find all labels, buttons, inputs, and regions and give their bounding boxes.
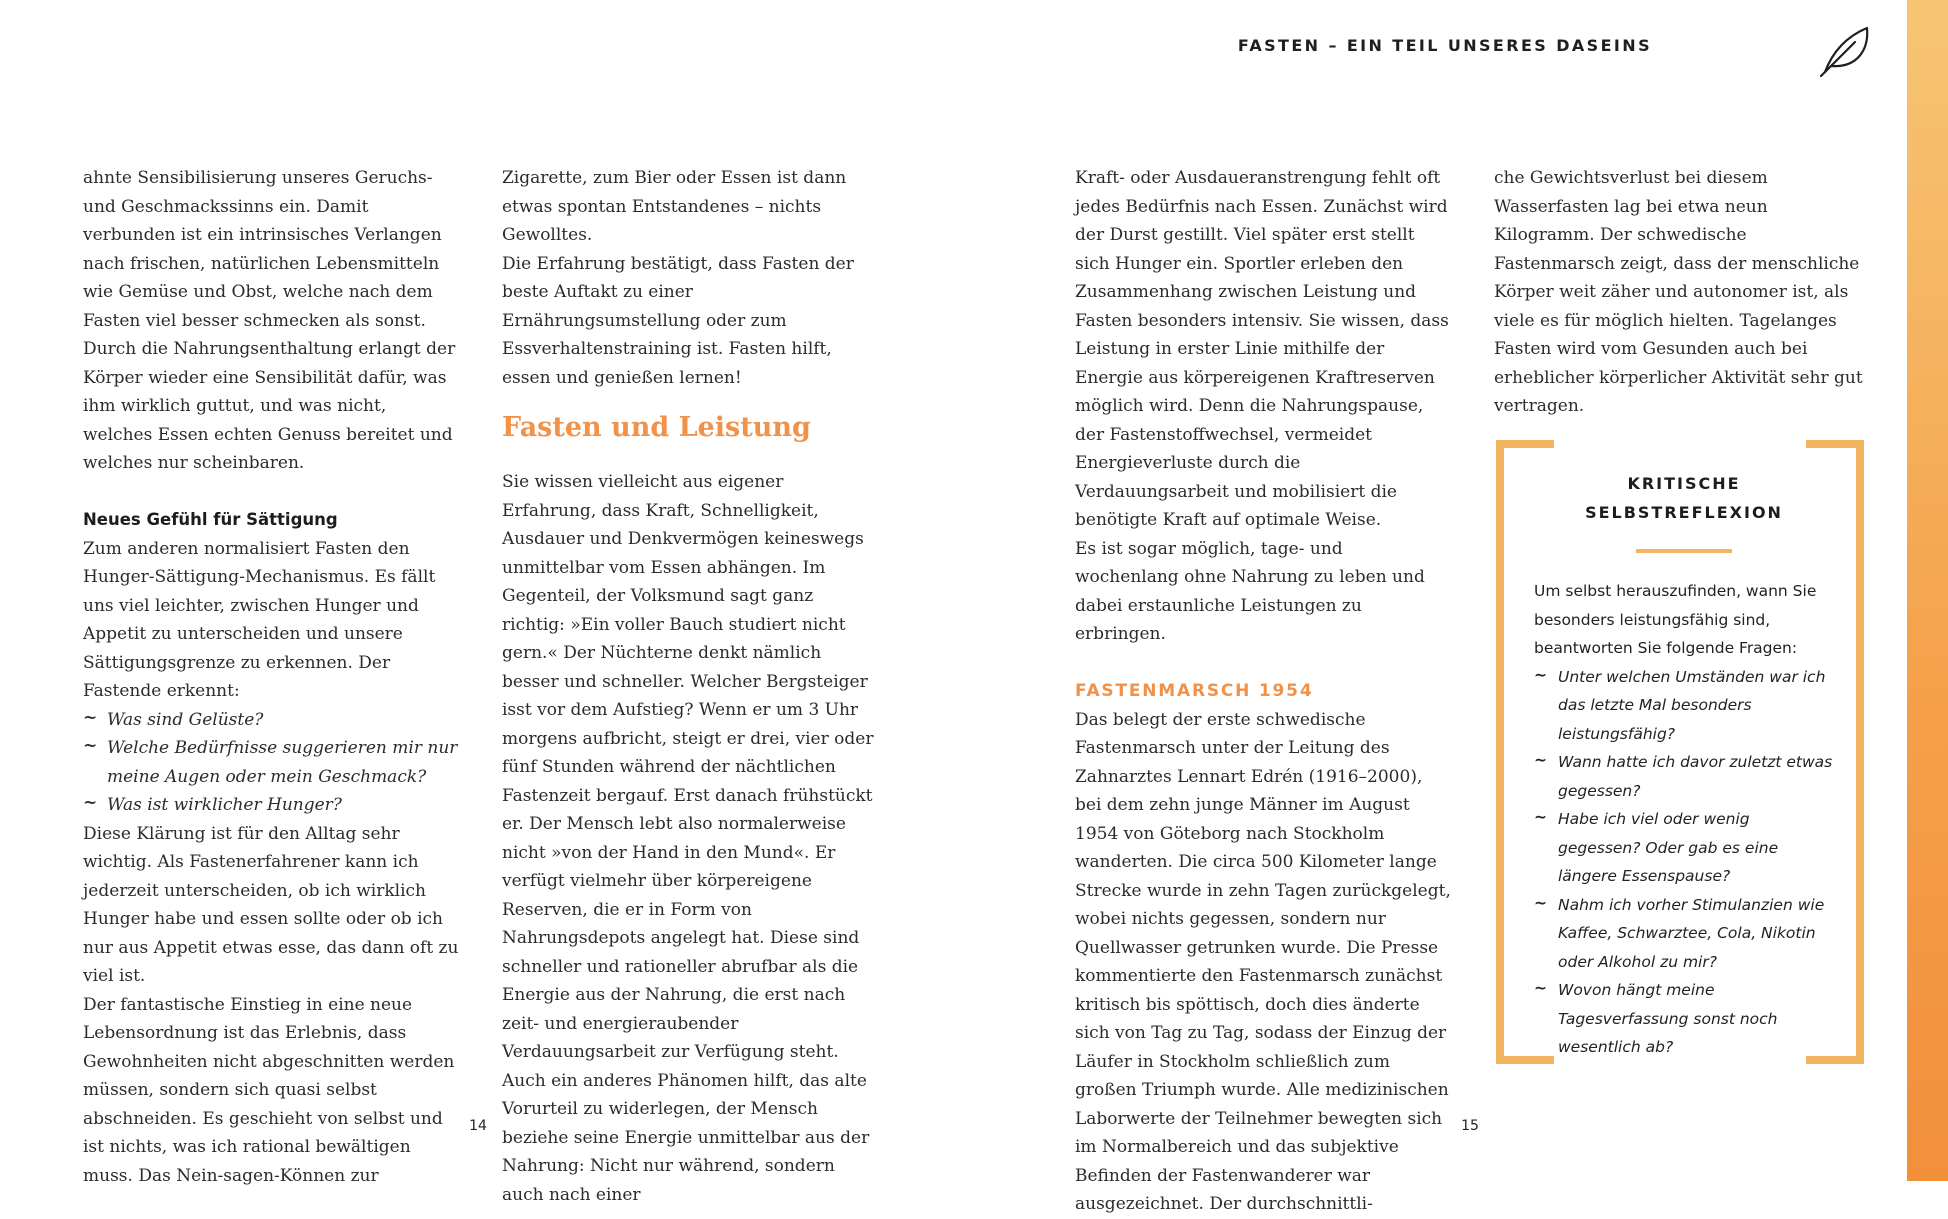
body-paragraph: Zum anderen normalisiert Fasten den Hunger-Sättigung-Mechanismus. Es fällt uns viel leichter, zwischen Hunger und Appetit zu unterscheiden und unsere Sättigungsgrenze zu erkennen. Der Fastende erkennt: xyxy=(83,538,436,701)
list-item-text: Welche Bedürfnisse suggerieren mir nur meine Augen oder mein Geschmack? xyxy=(107,738,458,787)
caps-heading: FASTENMARSCH 1954 xyxy=(1075,681,1314,701)
box-divider xyxy=(1636,549,1732,553)
right-page-column-2 xyxy=(1494,164,1870,421)
running-title: FASTEN – EIN TEIL UNSERES DASEINS xyxy=(1237,36,1652,55)
subheading: Neues Gefühl für Sättigung xyxy=(83,510,338,529)
box-title: KRITISCHE SELBSTREFLEXION xyxy=(1585,474,1783,522)
list-item xyxy=(83,734,459,791)
list-item xyxy=(1534,891,1834,977)
bullet-list xyxy=(83,706,459,820)
list-item xyxy=(1534,748,1834,805)
body-paragraph: Das belegt der erste schwedische Fastenmarsch unter der Leitung des Zahnarztes Lennart Edrén (1916–2000), bei dem zehn junge Männer im August 1954 von Göteborg nach Stockholm wanderten. Die circa 500 Kilometer lange Strecke wurde in zehn Tagen zurückgelegt, wobei nichts gegessen, sondern nur Quellwasser getrunken wurde. Die Presse kommentierte den Fastenmarsch zunächst kritisch bis spöttisch, doch dies änderte sich von Tag zu Tag, sodass der Einzug der Läufer in Stockholm schließlich zum großen Triumph wurde. Alle medizinischen Laborwerte der Teilnehmer bewegten sich im Normalbereich und das subjektive Befinden der Fastenwanderer war ausgezeichnet. Der durchschnittli- xyxy=(1075,709,1451,1214)
side-accent-bar xyxy=(1907,0,1948,1181)
list-item xyxy=(83,706,459,735)
box-intro: Um selbst herauszufinden, wann Sie besonders leistungsfähig sind, beantworten Sie folgende Fragen: xyxy=(1534,582,1817,657)
list-item-text: Was sind Gelüste? xyxy=(107,709,264,730)
list-item-text: Wovon hängt meine Tagesverfassung sonst noch wesentlich ab? xyxy=(1558,981,1778,1056)
tilde-bullet-icon: ~ xyxy=(1534,665,1547,684)
list-item xyxy=(1534,805,1834,891)
tilde-bullet-icon: ~ xyxy=(83,707,98,728)
left-page-column-1 xyxy=(83,164,459,1190)
body-paragraph: ahnte Sensibilisierung unseres Geruchs- und Geschmackssinns ein. Damit verbunden ist ein intrinsisches Verlangen nach frischen, natürlichen Lebensmitteln wie Gemüse und Obst, welche nach dem Fasten viel besser schmecken als sonst. Durch die Nahrungsenthaltung erlangt der Körper wieder eine Sensibilität dafür, was ihm wirklich guttut, und was nicht, welches Essen echten Genuss bereitet und welches nur scheinbaren. xyxy=(83,168,456,473)
body-paragraph: Es ist sogar möglich, tage- und wochenlang ohne Nahrung zu leben und dabei erstaunliche Leistungen zu erbringen. xyxy=(1075,538,1425,644)
tilde-bullet-icon: ~ xyxy=(1534,893,1547,912)
page-number-right: 15 xyxy=(1461,1118,1479,1134)
left-page-column-2 xyxy=(502,164,878,1209)
tilde-bullet-icon: ~ xyxy=(1534,979,1547,997)
tilde-bullet-icon: ~ xyxy=(1534,751,1547,769)
tilde-bullet-icon: ~ xyxy=(83,736,98,756)
question-list xyxy=(1534,663,1834,1062)
page-number-left: 14 xyxy=(469,1118,487,1134)
right-page-column-1 xyxy=(1075,164,1451,1219)
body-paragraph: Sie wissen vielleicht aus eigener Erfahrung, dass Kraft, Schnelligkeit, Ausdauer und Denkvermögen keineswegs unmittelbar vom Essen abhängen. Im Gegenteil, der Volksmund sagt ganz richtig: »Ein voller Bauch studiert nicht gern.« Der Nüchterne denkt nämlich besser und schneller. Welcher Bergsteiger isst vor dem Aufstieg? Wenn er um 3 Uhr morgens aufbricht, steigt er drei, vier oder fünf Stunden während der nächtlichen Fastenzeit bergauf. Erst danach frühstückt er. Der Mensch lebt also normalerweise nicht »von der Hand in den Mund«. Er verfügt vielmehr über körpereigene Reserven, die er in Form von Nahrungsdepots angelegt hat. Diese sind schneller und rationeller abrufbar als die Energie aus der Nahrung, die erst nach zeit- und energieraubender Verdauungsarbeit zur Verfügung steht. xyxy=(502,472,874,1062)
box-content xyxy=(1534,470,1834,1062)
reflection-box xyxy=(1494,440,1866,1064)
body-paragraph: Der fantastische Einstieg in eine neue Lebensordnung ist das Erlebnis, dass Gewohnheiten nicht abgeschnitten werden müssen, sondern sich quasi selbst abschneiden. Es geschieht von selbst und ist nichts, was ich rational bewältigen muss. Das Nein-sagen-Können zur xyxy=(83,994,455,1186)
list-item-text: Nahm ich vorher Stimulanzien wie Kaffee, Schwarztee, Cola, Nikotin oder Alkohol zu mir? xyxy=(1558,895,1825,971)
body-paragraph: Diese Klärung ist für den Alltag sehr wichtig. Als Fastenerfahrener kann ich jederzeit unterscheiden, ob ich wirklich Hunger habe und essen sollte oder ob ich nur aus Appetit etwas esse, das dann oft zu viel ist. xyxy=(83,823,459,986)
tilde-bullet-icon: ~ xyxy=(83,793,98,813)
list-item xyxy=(1534,663,1834,749)
list-item xyxy=(83,791,459,820)
body-paragraph: Kraft- oder Ausdaueranstrengung fehlt oft jedes Bedürfnis nach Essen. Zunächst wird der Durst gestillt. Viel später erst stellt sich Hunger ein. Sportler erleben den Zusammenhang zwischen Leistung und Fasten besonders intensiv. Sie wissen, dass Leistung in erster Linie mithilfe der Energie aus körpereigenen Kraftreserven möglich wird. Denn die Nahrungspause, der Fastenstoffwechsel, vermeidet Energieverluste durch die Verdauungsarbeit und mobilisiert die benötigte Kraft auf optimale Weise. xyxy=(1075,168,1449,530)
section-title: Fasten und Leistung xyxy=(502,412,811,443)
list-item xyxy=(1534,976,1834,1062)
body-paragraph: che Gewichtsverlust bei diesem Wasserfasten lag bei etwa neun Kilogramm. Der schwedische Fastenmarsch zeigt, dass der menschliche Körper weit zäher und autonomer ist, als viele es für möglich hielten. Tagelanges Fasten wird vom Gesunden auch bei erheblicher körperlicher Aktivität sehr gut vertragen. xyxy=(1494,168,1863,416)
body-paragraph: Auch ein anderes Phänomen hilft, das alte Vorurteil zu widerlegen, der Mensch beziehe seine Energie unmittelbar aus der Nahrung: Nicht nur während, sondern auch nach einer xyxy=(502,1070,870,1205)
body-paragraph: Die Erfahrung bestätigt, dass Fasten der beste Auftakt zu einer Ernährungsumstellung oder zum Essverhaltenstraining ist. Fasten hilft, essen und genießen lernen! xyxy=(502,253,854,388)
list-item-text: Unter welchen Umständen war ich das letzte Mal besonders leistungsfähig? xyxy=(1558,667,1826,743)
body-paragraph: Zigarette, zum Bier oder Essen ist dann etwas spontan Entstandenes – nichts Gewolltes. xyxy=(502,168,847,245)
tilde-bullet-icon: ~ xyxy=(1534,808,1547,826)
list-item-text: Wann hatte ich davor zuletzt etwas gegessen? xyxy=(1558,753,1833,800)
list-item-text: Was ist wirklicher Hunger? xyxy=(107,795,342,815)
leaf-icon xyxy=(1817,22,1873,78)
list-item-text: Habe ich viel oder wenig gegessen? Oder gab es eine längere Essenspause? xyxy=(1558,810,1779,885)
